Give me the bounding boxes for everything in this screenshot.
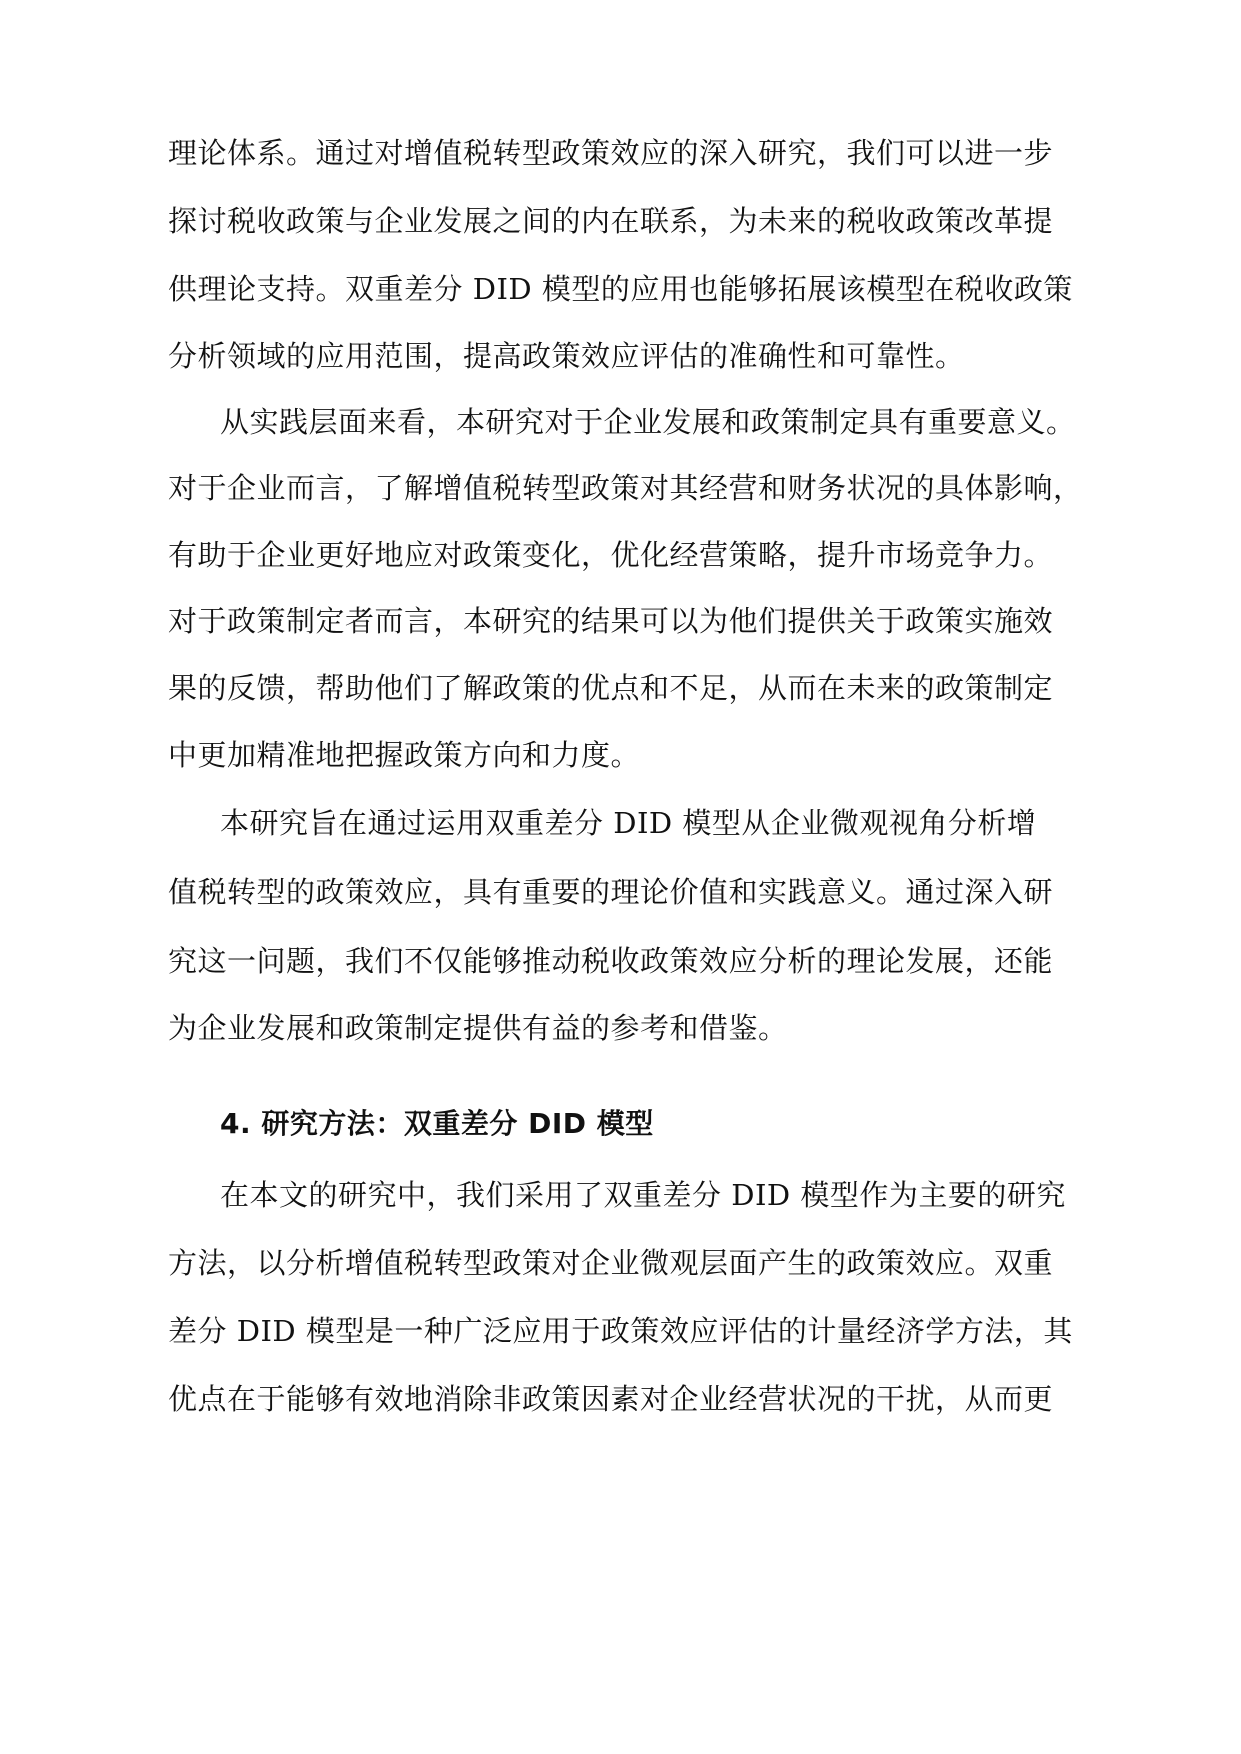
paragraph-2-line-5: 果的反馈，帮助他们了解政策的优点和不足，从而在未来的政策制定 [168,671,1054,705]
section-paragraph-line-1: 在本文的研究中，我们采用了双重差分 DID 模型作为主要的研究 [220,1178,1066,1212]
paragraph-2-line-3: 有助于企业更好地应对政策变化，优化经营策略，提升市场竞争力。 [168,538,1054,572]
paragraph-2-line-4: 对于政策制定者而言，本研究的结果可以为他们提供关于政策实施效 [168,604,1054,638]
paragraph-3-line-4: 为企业发展和政策制定提供有益的参考和借鉴。 [168,1011,788,1045]
paragraph-1-line-4: 分析领域的应用范围，提高政策效应评估的准确性和可靠性。 [168,339,965,373]
paragraph-1-line-2: 探讨税收政策与企业发展之间的内在联系，为未来的税收政策改革提 [168,204,1054,238]
section-paragraph-line-2: 方法，以分析增值税转型政策对企业微观层面产生的政策效应。双重 [168,1246,1054,1280]
paragraph-3-line-1: 本研究旨在通过运用双重差分 DID 模型从企业微观视角分析增 [220,806,1037,840]
paragraph-1-line-1: 理论体系。通过对增值税转型政策效应的深入研究，我们可以进一步 [168,136,1054,170]
paragraph-2-line-2: 对于企业而言，了解增值税转型政策对其经营和财务状况的具体影响， [168,471,1083,505]
section-paragraph-line-4: 优点在于能够有效地消除非政策因素对企业经营状况的干扰，从而更 [168,1382,1054,1416]
section-heading: 4. 研究方法：双重差分 DID 模型 [220,1107,654,1140]
paragraph-3-line-2: 值税转型的政策效应，具有重要的理论价值和实践意义。通过深入研 [168,875,1054,909]
paragraph-3-line-3: 究这一问题，我们不仅能够推动税收政策效应分析的理论发展，还能 [168,944,1054,978]
section-paragraph-line-3: 差分 DID 模型是一种广泛应用于政策效应评估的计量经济学方法，其 [168,1314,1073,1348]
paragraph-1-line-3: 供理论支持。双重差分 DID 模型的应用也能够拓展该模型在税收政策 [168,272,1073,306]
paragraph-2-line-6: 中更加精准地把握政策方向和力度。 [168,738,641,772]
paragraph-2-line-1: 从实践层面来看，本研究对于企业发展和政策制定具有重要意义。 [220,405,1076,439]
